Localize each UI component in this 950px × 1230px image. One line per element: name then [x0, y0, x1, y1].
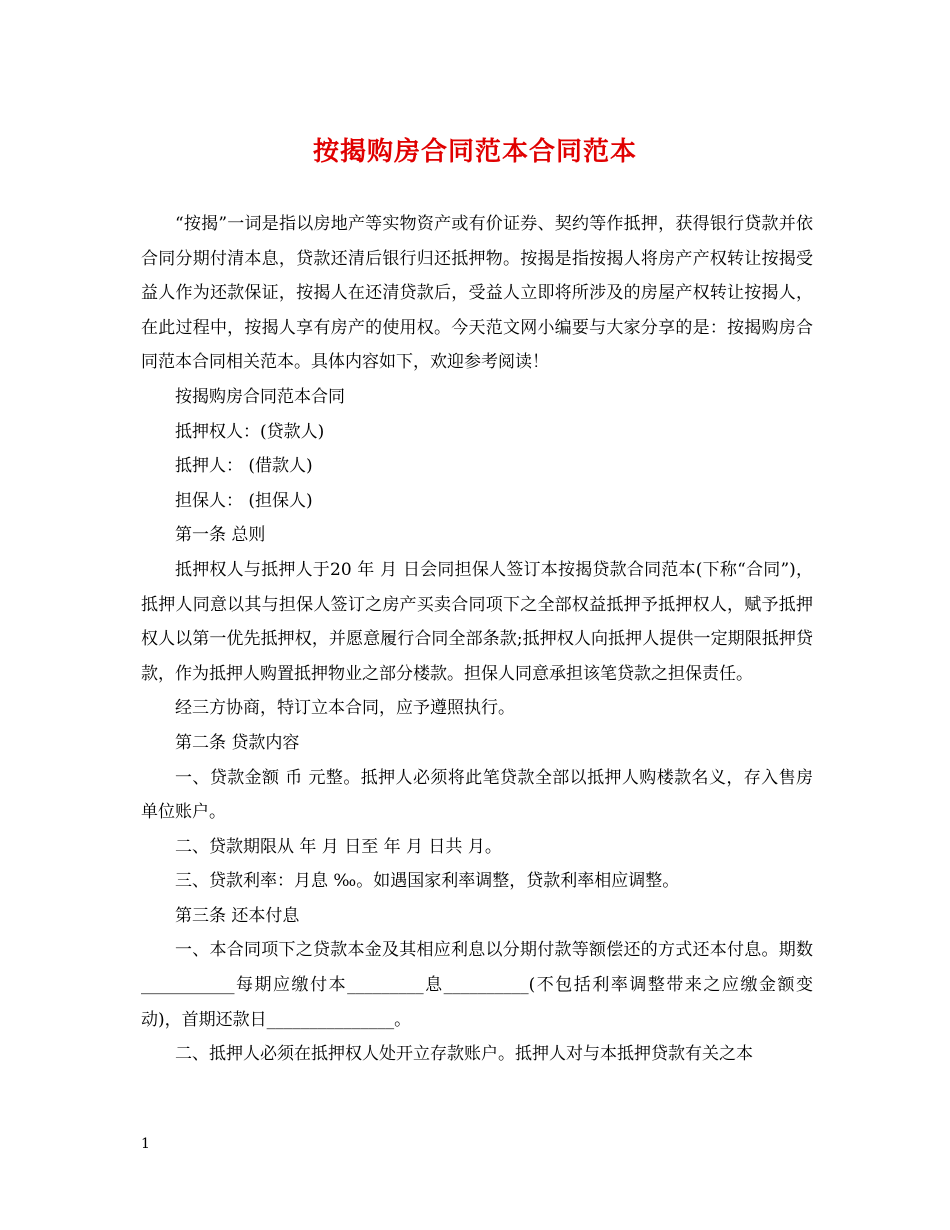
article-3-item-1: 一、本合同项下之贷款本金及其相应利息以分期付款等额偿还的方式还本付息。期数___________每期应缴付本_________息__________(不包括利率调整带来之应缴金额变动)，首期还款日_______________。 [141, 940, 813, 1030]
article-2-heading: 第二条 贷款内容 [175, 732, 300, 753]
page-number: 1 [141, 1136, 150, 1152]
paragraph-guarantor: 担保人： (担保人) [175, 490, 313, 511]
article-2-item-1: 一、贷款金额 币 元整。抵押人必须将此笔贷款全部以抵押人购楼款名义，存入售房单位账户。 [141, 767, 813, 823]
document-title: 按揭购房合同范本合同范本 [312, 137, 637, 167]
paragraph-contract-name: 按揭购房合同范本合同 [175, 386, 345, 407]
article-2-item-3: 三、贷款利率：月息 ‰。如遇国家利率调整，贷款利率相应调整。 [175, 871, 680, 892]
paragraph-mortgagee: 抵押权人：(贷款人) [175, 421, 325, 442]
article-1-heading: 第一条 总则 [175, 525, 266, 546]
article-3-heading: 第三条 还本付息 [175, 905, 300, 926]
document-body [141, 207, 813, 1072]
paragraph-mortgagor: 抵押人： (借款人) [175, 456, 313, 477]
article-1-body: 抵押权人与抵押人于20 年 月 日会同担保人签订本按揭贷款合同范本(下称“合同”)，抵押人同意以其与担保人签订之房产买卖合同项下之全部权益抵押予抵押权人，赋予抵押权人以第一优先抵押权，并愿意履行合同全部条款;抵押权人向抵押人提供一定期限抵押贷款，作为抵押人购置抵押物业之部分楼款。担保人同意承担该笔贷款之担保责任。 [141, 559, 813, 684]
article-1-conclusion: 经三方协商，特订立本合同，应予遵照执行。 [175, 698, 515, 719]
article-2-item-2: 二、贷款期限从 年 月 日至 年 月 日共 月。 [175, 836, 502, 857]
article-3-item-2: 二、抵押人必须在抵押权人处开立存款账户。抵押人对与本抵押贷款有关之本 [175, 1044, 753, 1065]
paragraph-intro: “按揭”一词是指以房地产等实物资产或有价证券、契约等作抵押，获得银行贷款并依合同分期付清本息，贷款还清后银行归还抵押物。按揭是指按揭人将房产产权转让按揭受益人作为还款保证，按揭人在还清贷款后，受益人立即将所涉及的房屋产权转让按揭人，在此过程中，按揭人享有房产的使用权。今天范文网小编要与大家分享的是：按揭购房合同范本合同相关范本。具体内容如下，欢迎参考阅读！ [141, 214, 813, 373]
